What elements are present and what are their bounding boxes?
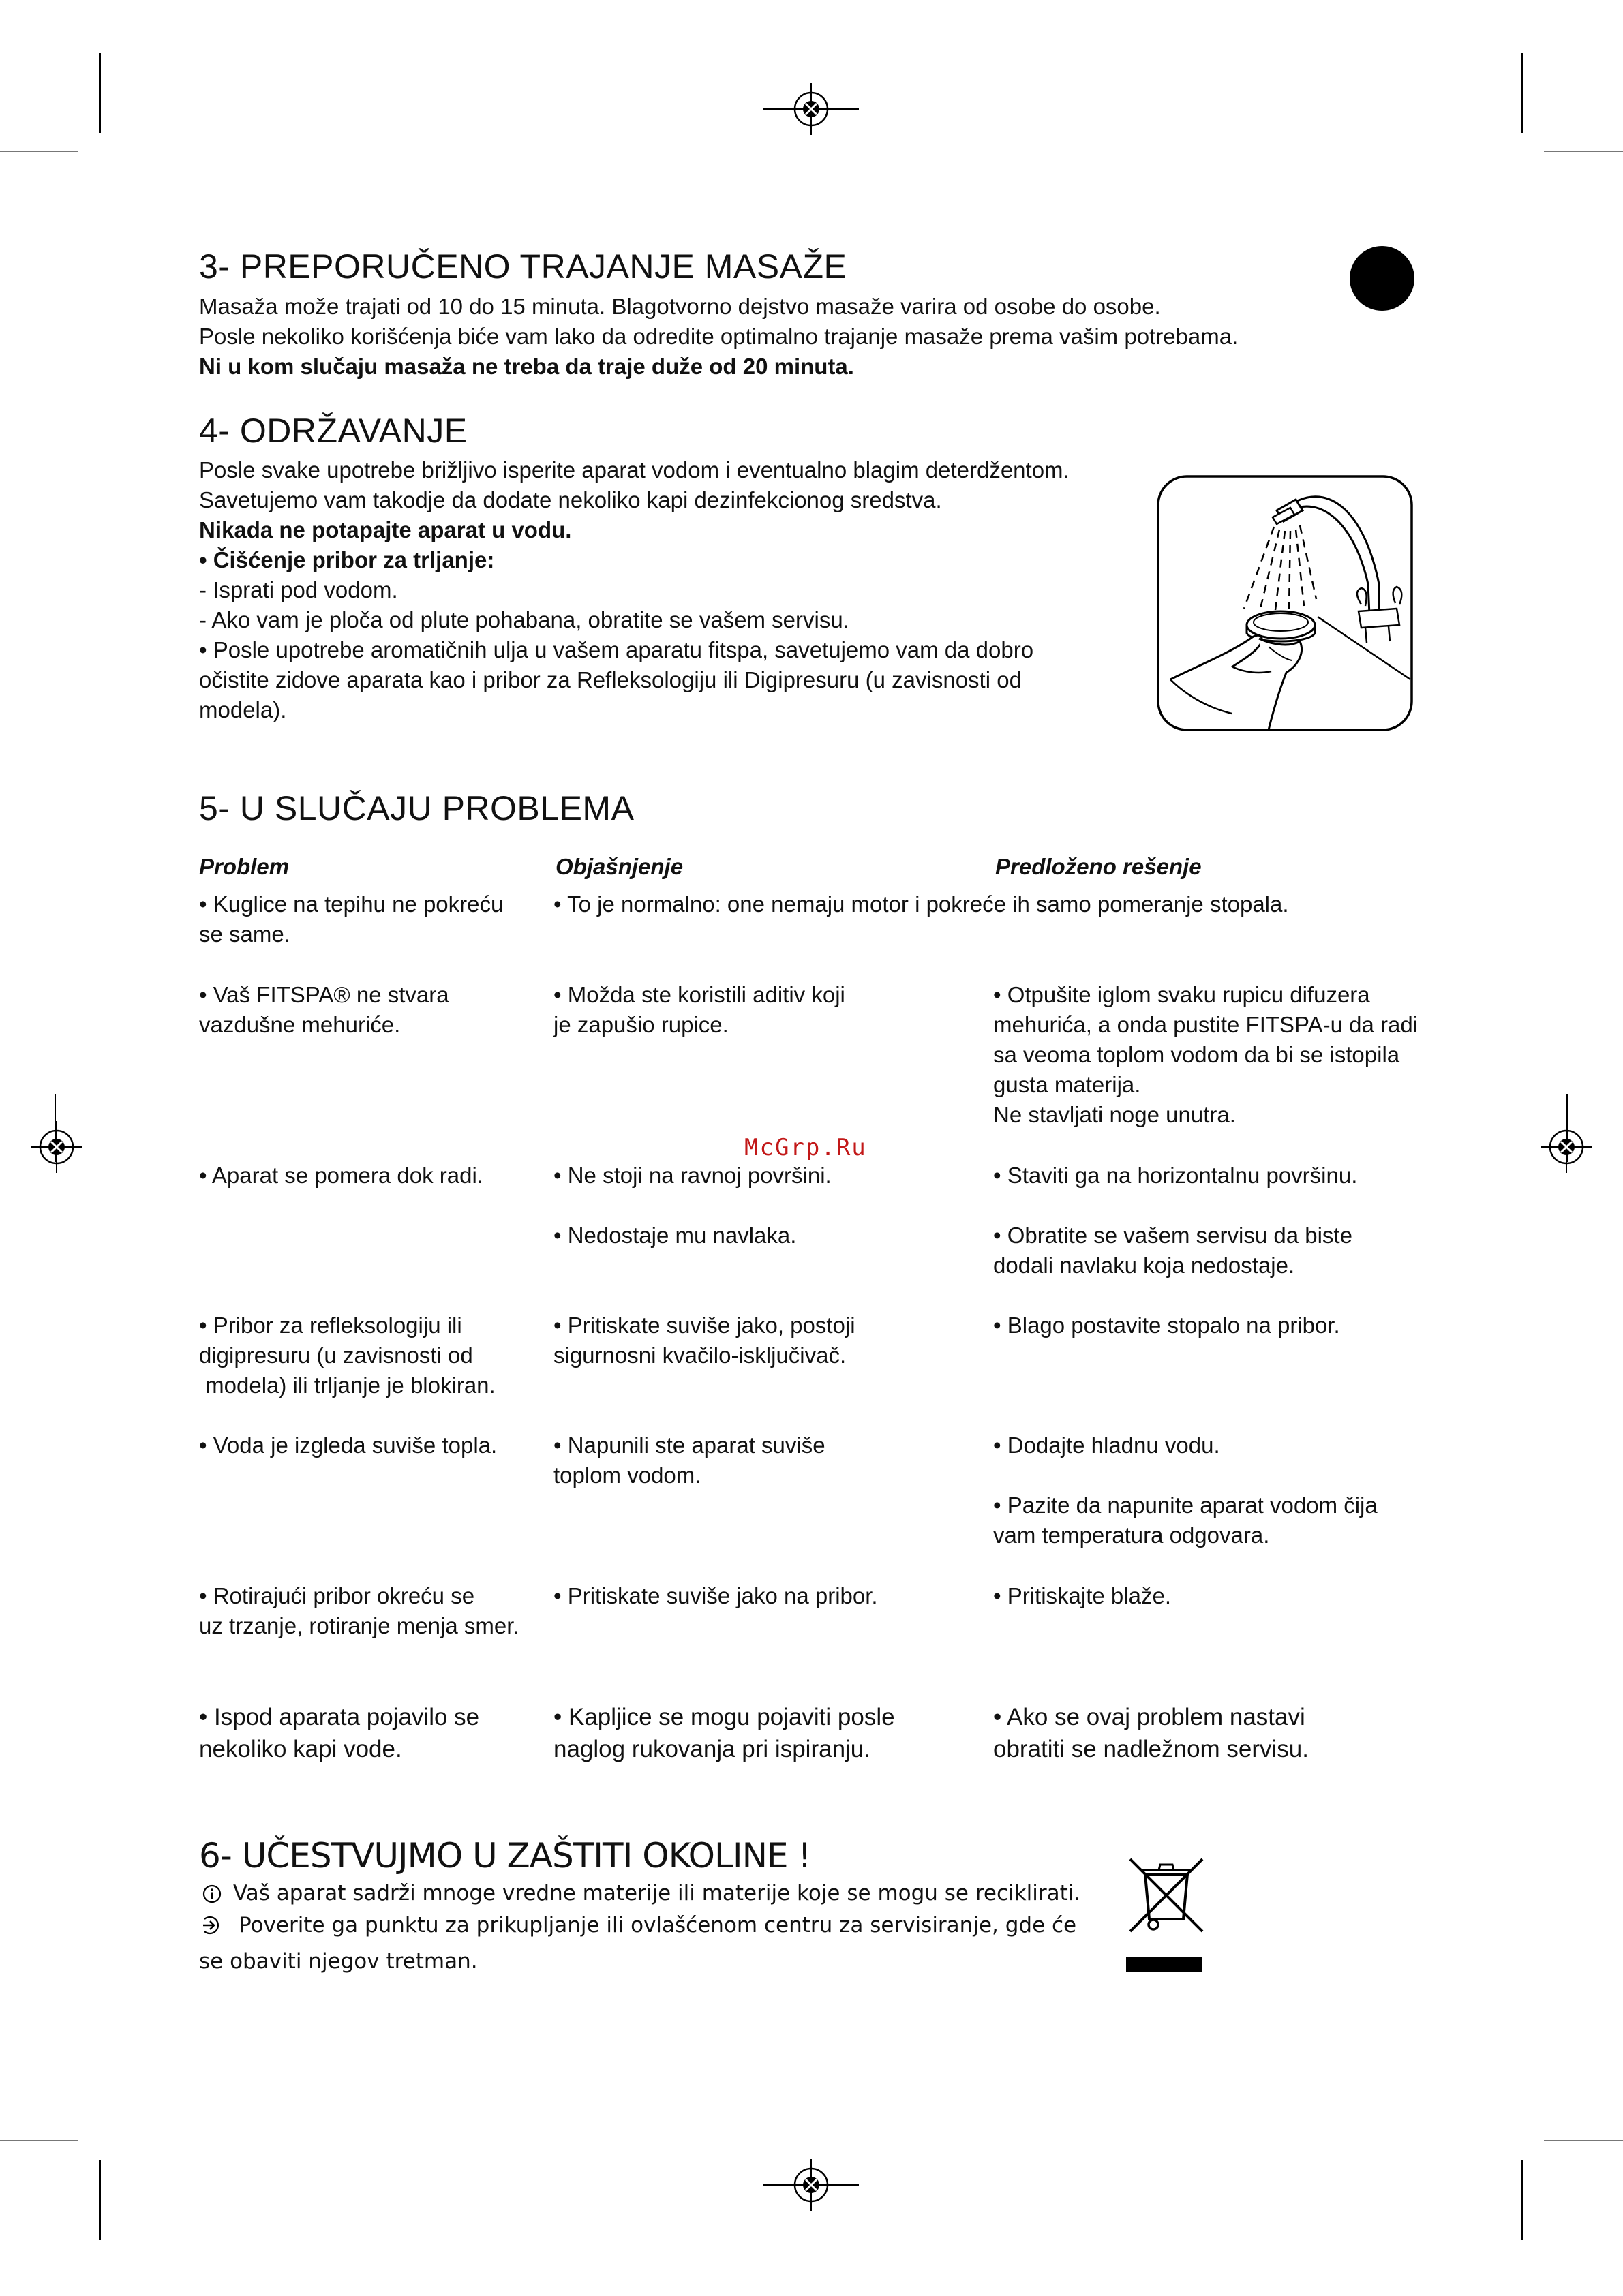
problem-text: vazdušne mehuriće. — [199, 1012, 401, 1037]
explanation-text: • Nedostaje mu navlaka. — [553, 1223, 797, 1248]
column-header-explanation: Objašnjenje — [556, 854, 684, 879]
explanation-text: naglog rukovanja pri ispiranju. — [553, 1736, 870, 1762]
arrow-right-circle-icon — [200, 1915, 222, 1935]
section-3-warning: Ni u kom slučaju masaža ne treba da traje duže od 20 minuta. — [199, 354, 854, 379]
section-4-line: očistite zidove aparata kao i pribor za Refleksologiju ili Digipresuru (u zavisnosti od — [199, 667, 1022, 692]
solution-cell — [993, 1161, 1357, 1191]
solution-text: Ne stavljati noge unutra. — [993, 1102, 1236, 1127]
registration-mark-icon — [31, 1121, 82, 1173]
section-4-line: Savetujemo vam takodje da dodate nekoliko kapi dezinfekcionog sredstva. — [199, 487, 942, 512]
explanation-text: je zapušio rupice. — [553, 1012, 729, 1037]
section-4-warning: Nikada ne potapajte aparat u vodu. — [199, 517, 572, 542]
explanation-text: • Ne stoji na ravnoj površini. — [553, 1163, 832, 1188]
explanation-cell — [553, 1430, 825, 1490]
language-tab-dot — [1350, 246, 1414, 311]
problem-text: digipresuru (u zavisnosti od — [199, 1343, 473, 1368]
problem-text: • Ispod aparata pojavilo se — [199, 1704, 480, 1730]
problem-text: • Voda je izgleda suviše topla. — [199, 1433, 498, 1458]
section-3-line: Posle nekoliko korišćenja biće vam lako da odredite optimalno trajanje masaže prema vašim potrebama. — [199, 324, 1239, 349]
solution-text: • Pazite da napunite aparat vodom čija — [993, 1493, 1378, 1518]
problem-text: se same. — [199, 921, 290, 947]
section-4-line: - Isprati pod vodom. — [199, 577, 398, 602]
crop-mark — [1544, 2140, 1623, 2141]
solution-text: dodali navlaku koja nedostaje. — [993, 1253, 1295, 1278]
problem-text: uz trzanje, rotiranje menja smer. — [199, 1613, 519, 1638]
crop-mark — [1544, 151, 1623, 152]
section-6-title: 6- UČESTVUJMO U ZAŠTITI OKOLINE ! — [199, 1836, 811, 1876]
solution-cell — [993, 1581, 1171, 1611]
registration-mark-icon — [763, 2159, 859, 2211]
solution-cell — [993, 1701, 1309, 1765]
section-6-line: se obaviti njegov tretman. — [199, 1949, 478, 1974]
problem-cell — [199, 1430, 497, 1460]
problem-text: • Kuglice na tepihu ne pokreću — [199, 891, 504, 917]
explanation-cell — [553, 1221, 796, 1251]
registration-mark-icon — [1541, 1121, 1592, 1173]
registration-mark-icon — [763, 83, 859, 135]
column-header-solution: Predloženo rešenje — [995, 854, 1202, 879]
solution-text: • Dodajte hladnu vodu. — [993, 1433, 1220, 1458]
problem-cell — [199, 1311, 496, 1400]
explanation-cell — [553, 1581, 878, 1611]
section-4-line: • Posle upotrebe aromatičnih ulja u vašem aparatu fitspa, savetujemo vam da dobro — [199, 637, 1034, 662]
crop-mark — [0, 151, 78, 152]
explanation-cell — [553, 889, 1289, 919]
problem-cell — [199, 1701, 479, 1765]
explanation-text: • Kapljice se mogu pojaviti posle — [553, 1704, 895, 1730]
problem-text: • Aparat se pomera dok radi. — [199, 1163, 483, 1188]
section-3-title: 3- PREPORUČENO TRAJANJE MASAŽE — [199, 247, 847, 286]
crop-mark — [99, 53, 101, 133]
column-header-problem: Problem — [199, 854, 290, 879]
problem-text: nekoliko kapi vode. — [199, 1736, 402, 1762]
explanation-text: toplom vodom. — [553, 1463, 701, 1488]
solution-text: • Otpušite iglom svaku rupicu difuzera — [993, 982, 1370, 1007]
solution-text: sa veoma toplom vodom da bi se istopila — [993, 1042, 1400, 1067]
solution-cell — [993, 1221, 1352, 1281]
explanation-text: • Možda ste koristili aditiv koji — [553, 982, 845, 1007]
explanation-text: • To je normalno: one nemaju motor i pokreće ih samo pomeranje stopala. — [553, 891, 1289, 917]
problem-cell — [199, 889, 503, 949]
section-4-title: 4- ODRŽAVANJE — [199, 412, 468, 450]
problem-text: • Rotirajući pribor okreću se — [199, 1583, 475, 1608]
crop-mark — [99, 2160, 101, 2240]
crossed-out-wheelie-bin-icon — [1126, 1855, 1207, 1974]
solution-text: mehurića, a onda pustite FITSPA-u da radi — [993, 1012, 1419, 1037]
problem-cell — [199, 1581, 519, 1641]
explanation-cell — [553, 1311, 855, 1371]
section-4-subheading: • Čišćenje pribor za trljanje: — [199, 547, 495, 572]
problem-text: • Pribor za refleksologiju ili — [199, 1313, 462, 1338]
explanation-cell — [553, 1161, 832, 1191]
section-4-line: modela). — [199, 697, 287, 722]
problem-cell — [199, 980, 449, 1040]
explanation-cell — [553, 1701, 895, 1765]
solution-text: • Staviti ga na horizontalnu površinu. — [993, 1163, 1358, 1188]
solution-text: • Obratite se vašem servisu da biste — [993, 1223, 1352, 1248]
problem-cell — [199, 1161, 483, 1191]
solution-text: vam temperatura odgovara. — [993, 1522, 1270, 1548]
solution-text: gusta materija. — [993, 1072, 1141, 1097]
section-4-line: Posle svake upotrebe brižljivo isperite aparat vodom i eventualno blagim deterdžentom. — [199, 457, 1070, 483]
problem-text: modela) ili trljanje je blokiran. — [199, 1373, 496, 1398]
section-6-line: Poverite ga punktu za prikupljanje ili ovlašćenom centru za servisiranje, gde će — [239, 1913, 1077, 1938]
watermark: McGrp.Ru — [744, 1134, 867, 1161]
solution-text: • Pritiskajte blaže. — [993, 1583, 1171, 1608]
problem-text: • Vaš FITSPA® ne stvara — [199, 982, 449, 1007]
solution-cell — [993, 980, 1418, 1130]
section-4-line: - Ako vam je ploča od plute pohabana, obratite se vašem servisu. — [199, 607, 849, 632]
section-6-line: Vaš aparat sadrži mnoge vredne materije ili materije koje se mogu se reciklirati. — [233, 1881, 1081, 1905]
solution-cell — [993, 1311, 1340, 1341]
explanation-cell — [553, 980, 845, 1040]
faucet-rinse-illustration — [1157, 475, 1413, 731]
crop-mark — [0, 2140, 78, 2141]
explanation-text: • Pritiskate suviše jako, postoji — [553, 1313, 855, 1338]
solution-text: • Ako se ovaj problem nastavi — [993, 1704, 1305, 1730]
explanation-text: • Napunili ste aparat suviše — [553, 1433, 825, 1458]
section-5-title: 5- U SLUČAJU PROBLEMA — [199, 789, 635, 827]
explanation-text: • Pritiskate suviše jako na pribor. — [553, 1583, 878, 1608]
solution-text: obratiti se nadležnom servisu. — [993, 1736, 1309, 1762]
crop-mark — [1521, 53, 1523, 133]
crop-mark — [1521, 2160, 1523, 2240]
solution-cell — [993, 1490, 1378, 1550]
explanation-text: sigurnosni kvačilo-isključivač. — [553, 1343, 847, 1368]
section-3-line: Masaža može trajati od 10 do 15 minuta. Blagotvorno dejstvo masaže varira od osobe do osobe. — [199, 294, 1161, 319]
info-icon — [202, 1884, 222, 1904]
solution-text: • Blago postavite stopalo na pribor. — [993, 1313, 1340, 1338]
solution-cell — [993, 1430, 1220, 1460]
